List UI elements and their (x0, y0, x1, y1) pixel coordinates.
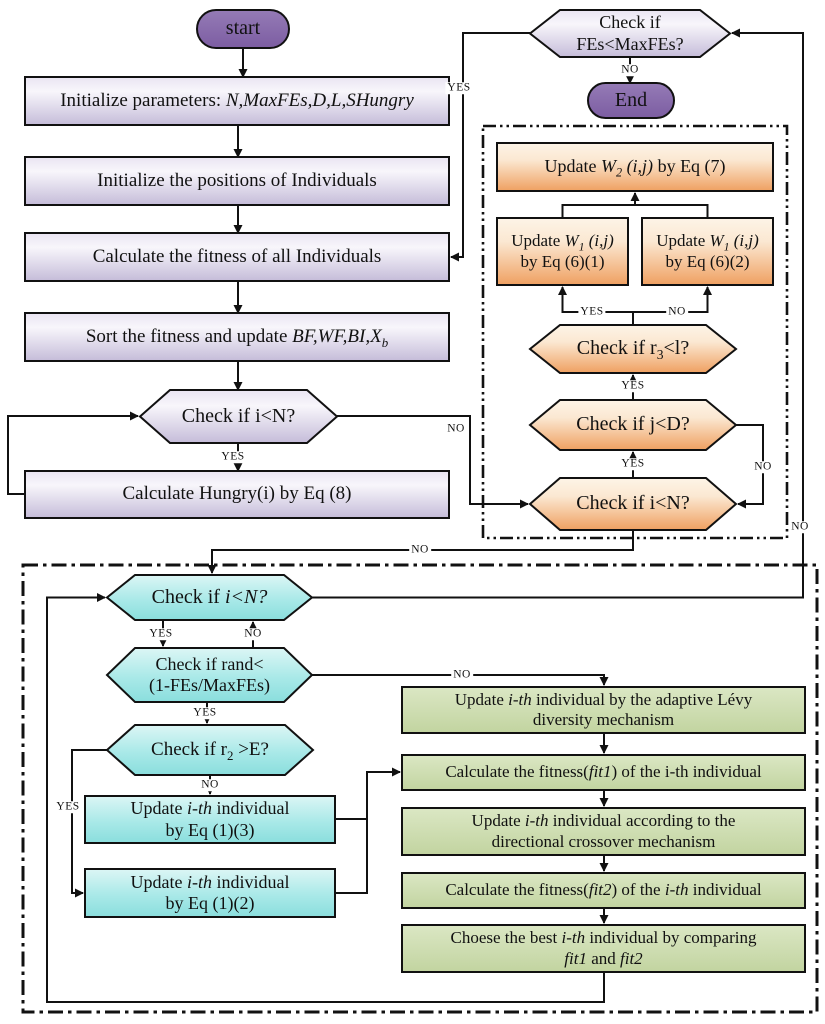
check-i-inner-node (107, 575, 312, 620)
check-rand-line2: (1-FEs/MaxFEs) (149, 675, 270, 695)
update-levy-ith: i-th (508, 689, 532, 709)
edge-label-yes: YES (580, 305, 604, 318)
edge-label-yes: YES (221, 450, 245, 463)
edge-label-no: NO (668, 305, 686, 318)
update-eq13-text1: Update (130, 798, 187, 819)
check-i-inner-cond: i<N? (224, 585, 268, 608)
update-crossover-ith: i-th (524, 811, 549, 831)
update-w1-1-text1: Update (511, 231, 565, 251)
edge-label-no: NO (411, 543, 429, 556)
edge-label-yes: YES (193, 706, 217, 719)
calc-fit2-text1: Calculate the fitness( (445, 880, 589, 900)
check-r3-text: Check if r (576, 337, 657, 360)
edge-label-no: NO (201, 778, 219, 791)
update-eq13-node (85, 796, 335, 843)
calc-fit2-var: fit2 (588, 880, 612, 900)
update-w1-2-line2: by Eq (6)(2) (665, 251, 750, 271)
choose-best-and: and (586, 948, 621, 968)
calc-fit2-text2: ) of the (611, 880, 665, 900)
update-w1-2-sub: 1 (723, 240, 730, 254)
update-eq13-ith: i-th (186, 798, 212, 819)
edge-label-yes: YES (447, 81, 471, 94)
update-eq12-line2: by Eq (1)(2) (165, 893, 255, 913)
calc-fitness-text: Calculate the fitness of all Individuals (92, 245, 382, 267)
update-w1-2-node (642, 218, 773, 285)
check-i-main-node (140, 390, 337, 443)
init-positions-text: Initialize the positions of Individuals (97, 169, 377, 191)
sort-update-vars: BF,WF,BI,X (292, 325, 382, 347)
end-node (588, 83, 674, 118)
check-rand-line1: Check if rand< (155, 653, 264, 674)
check-fes-line1: Check if (599, 12, 661, 33)
check-r3-text2: <l? (663, 337, 690, 360)
calc-fit2-text3: individual (688, 880, 762, 900)
check-fes-line2: FEs<MaxFEs? (576, 33, 684, 54)
update-w2-sub: 2 (615, 165, 623, 180)
update-crossover-line2: directional crossover mechanism (491, 831, 716, 851)
update-w2-var: W (600, 156, 616, 177)
calc-fit2-ith: i-th (664, 880, 689, 900)
edge-label-no: NO (754, 460, 772, 473)
update-crossover-node (402, 808, 805, 855)
check-r2-text2: >E? (233, 738, 269, 760)
edge-label-no: NO (244, 627, 262, 640)
check-r2-text: Check if r (151, 738, 227, 760)
update-levy-text1: Update (454, 689, 509, 709)
update-crossover-text1: Update (471, 811, 525, 831)
choose-best-fit2: fit2 (620, 948, 643, 968)
edge-label-yes: YES (56, 800, 80, 813)
update-levy-line2: diversity mechanism (532, 710, 675, 729)
update-eq13-text2: individual (211, 798, 290, 819)
edge-label-yes: YES (149, 627, 173, 640)
check-fes-node (530, 10, 730, 57)
check-jd-text: Check if j<D? (576, 413, 690, 436)
sort-update-text: Sort the fitness and update (85, 325, 293, 347)
choose-best-fit1: fit1 (564, 948, 587, 968)
check-r3-node (530, 325, 736, 373)
calc-hungry-node (25, 471, 449, 518)
edge-label-yes: YES (621, 457, 645, 470)
check-i-w-node (530, 478, 736, 530)
calc-fit1-node (402, 755, 805, 790)
update-eq13-line2: by Eq (1)(3) (165, 819, 255, 840)
edge-label-no: NO (453, 668, 471, 681)
update-eq12-text2: individual (211, 871, 290, 892)
check-jd-node (530, 400, 736, 450)
calc-fit2-node (402, 873, 805, 908)
update-w1-1-var: W (564, 231, 579, 251)
update-w1-2-ij: (i,j) (729, 231, 759, 251)
update-eq12-text1: Update (130, 871, 187, 892)
update-eq12-node (85, 869, 335, 917)
calc-fit1-text1: Calculate the fitness( (445, 762, 589, 782)
update-w1-1-sub: 1 (578, 240, 585, 254)
update-w2-text1: Update (544, 156, 601, 177)
init-params-text: Initialize parameters: (60, 89, 226, 111)
update-levy-text2: individual by the adaptive Lévy (531, 689, 753, 709)
init-params-vars: N,MaxFEs,D,L,SHungry (225, 89, 414, 111)
choose-best-text1: Choese the best (450, 928, 562, 948)
update-crossover-text2: individual according to the (548, 811, 736, 831)
update-w1-1-node (497, 218, 628, 285)
choose-best-node (402, 925, 805, 972)
choose-best-text2: individual by comparing (585, 928, 757, 948)
check-i-main-text: Check if i<N? (181, 404, 296, 427)
start-label: start (225, 17, 261, 40)
update-eq12-ith: i-th (186, 871, 212, 892)
calc-hungry-text: Calculate Hungry(i) by Eq (8) (122, 483, 352, 505)
edge-label-no: NO (791, 520, 809, 533)
sort-update-subscript: b (381, 334, 389, 350)
end-label: End (614, 88, 648, 111)
check-r2-sub: 2 (227, 747, 234, 763)
init-params-node (25, 77, 449, 125)
calc-fit1-var: fit1 (588, 762, 612, 782)
choose-best-ith: i-th (561, 928, 586, 948)
edge-label-yes: YES (621, 379, 645, 392)
check-i-inner-text: Check if (151, 585, 225, 608)
edge-label-no: NO (621, 63, 639, 76)
check-r3-sub: 3 (656, 347, 664, 363)
update-w2-ij: (i,j) (622, 156, 654, 177)
update-w1-2-text1: Update (656, 231, 710, 251)
update-levy-node (402, 687, 805, 733)
calc-fit1-text2: ) of the i-th individual (611, 762, 762, 782)
update-w1-2-var: W (709, 231, 724, 251)
calc-fitness-node (25, 233, 449, 281)
update-w2-node (497, 143, 773, 191)
update-w1-1-ij: (i,j) (584, 231, 614, 251)
edge-label-no: NO (447, 422, 465, 435)
start-node (197, 10, 289, 48)
init-positions-node (25, 157, 449, 205)
update-w2-text2: by Eq (7) (653, 156, 726, 177)
check-r2-node (107, 725, 313, 775)
check-rand-node (107, 648, 312, 702)
update-w1-1-line2: by Eq (6)(1) (520, 251, 605, 271)
sort-update-node (25, 313, 449, 361)
check-i-w-text: Check if i<N? (576, 492, 690, 515)
